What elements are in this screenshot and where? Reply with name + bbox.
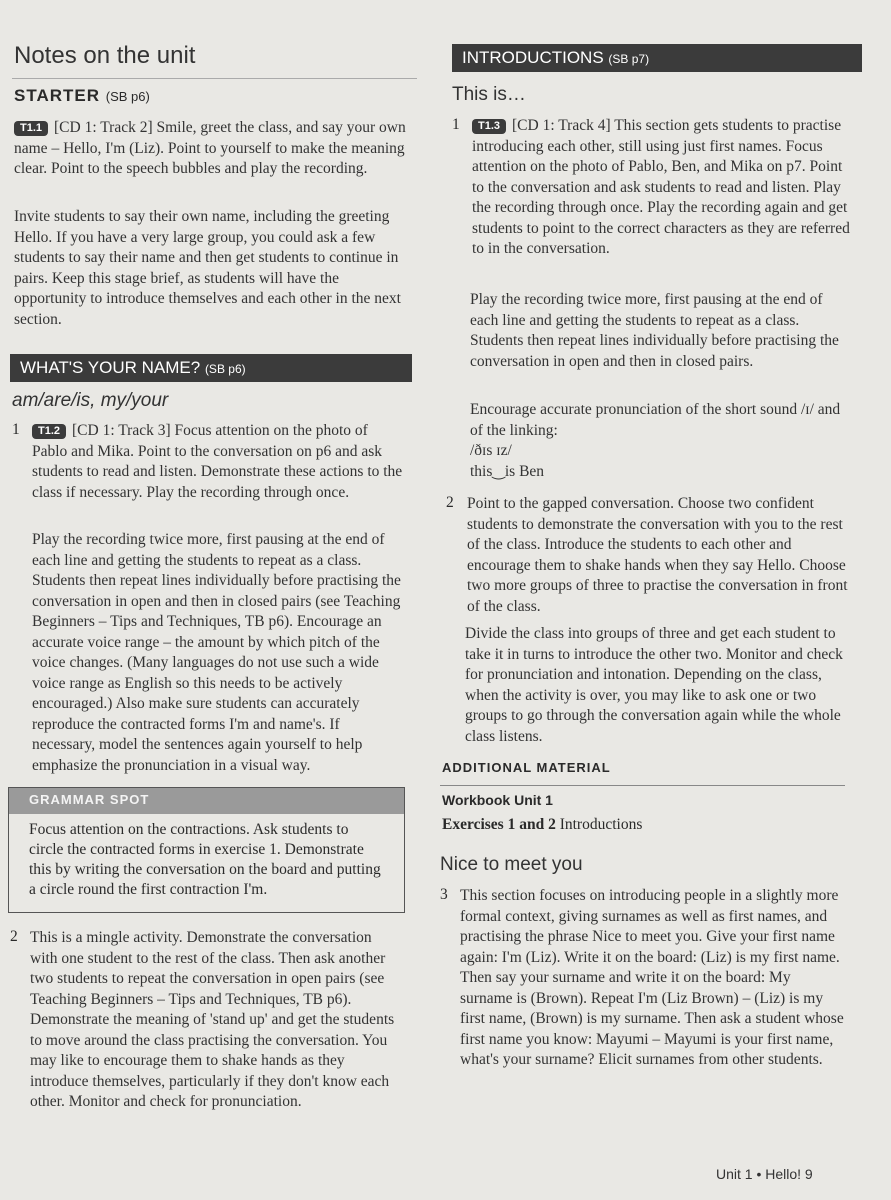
intro-bar-title: INTRODUCTIONS xyxy=(462,48,604,67)
starter-paragraph-1 xyxy=(14,118,406,180)
linking-example: this‿is Ben xyxy=(470,463,545,480)
intro-item1-paragraph-2: Play the recording twice more, first pausing at the end of each line and getting the students to repeat as a class. Students then repeat lines individually before practising the conversation in open and then in closed pairs. xyxy=(470,291,839,370)
grammar-subheading: am/are/is, my/your xyxy=(12,390,169,411)
starter-ref: (SB p6) xyxy=(105,89,150,104)
additional-divider xyxy=(440,785,845,786)
whats-bar-ref: (SB p6) xyxy=(204,362,246,376)
item-number: 2 xyxy=(446,494,454,511)
item-number: 2 xyxy=(10,928,18,945)
nice-item3-paragraph: This section focuses on introducing people in a slightly more formal context, giving surnames as well as first names, and practising the phrase Nice to meet you. Give your first name again: I'm (Liz). Write it on the board: (Liz) is my first name. Then say your surname and write it on the board: My surname is (Brown). Repeat I'm (Liz Brown) – (Liz) is my first name, (Brown) is my surname. Then ask a student whose first name you know: Mayumi – Mayumi is your first name, what's your surname? Elicit surnames from other students. xyxy=(460,887,844,1068)
intro-bar-ref: (SB p7) xyxy=(608,52,650,66)
item1-p1-text: [CD 1: Track 3] Focus attention on the photo of Pablo and Mika. Point to the conversation on p6 and ask students to read and listen. Demonstrate these actions to the class if necessary. Play the recording through once. xyxy=(32,422,403,501)
nice-to-meet-you-subheading: Nice to meet you xyxy=(440,854,583,875)
page-footer: Unit 1 • Hello! 9 xyxy=(716,1166,813,1182)
exercises-topic: Introductions xyxy=(559,816,643,833)
item1-paragraph-2: Play the recording twice more, first pausing at the end of each line and getting the students to repeat as a class. Students then repeat lines individually before practising the conversation in open and then in closed pairs (see Teaching Beginners – Tips and Techniques, TB p6). Encourage an accurate voice range – the amount by which pitch of the voice changes. (Many languages do not use such a wide voice range as English so this needs to be actively encouraged.) Also make sure students can accurately reproduce the contracted forms I'm and name's. If necessary, model the sentences again yourself to help emphasize the pronunciation in a visual way. xyxy=(32,531,401,774)
exercises-label: Exercises 1 and 2 xyxy=(442,816,556,833)
intro-item2-paragraph-1: Point to the gapped conversation. Choose two confident students to demonstrate the conversation with you to the rest of the class. Introduce the students to each other and encourage them to shake hands when they say Hello. Choose two more groups of three to practise the conversation in front of the class. xyxy=(467,495,848,615)
item-number: 1 xyxy=(12,421,20,438)
phonetic-transcription: /ðɪs ɪz/ xyxy=(470,442,512,459)
whats-your-name-bar xyxy=(10,354,412,382)
item-number: 1 xyxy=(452,116,460,133)
grammar-spot-box xyxy=(8,787,405,913)
item1-paragraph-1 xyxy=(32,421,404,503)
intro-item1-paragraph-3: Encourage accurate pronunciation of the short sound /ɪ/ and of the linking: xyxy=(470,401,841,439)
intro-item1-paragraph-1 xyxy=(472,116,856,260)
additional-material-heading: ADDITIONAL MATERIAL xyxy=(442,760,611,775)
starter-paragraph-2: Invite students to say their own name, including the greeting Hello. If you have a very large group, you could ask a few students to say their name and then get students to continue in pairs. Keep this stage brief, as students will have the opportunity to introduce themselves and each other in the next section. xyxy=(14,208,401,328)
intro-item2-paragraph-2: Divide the class into groups of three and get each student to take it in turns to introduce the other two. Monitor and check for pronunciation and intonation. Depending on the class, when the activity is over, you may like to ask one or two groups to go through the conversation again while the whole class listens. xyxy=(465,625,843,745)
grammar-spot-heading: GRAMMAR SPOT xyxy=(9,788,404,814)
workbook-label: Workbook Unit 1 xyxy=(442,792,553,808)
starter-p1-text: [CD 1: Track 2] Smile, greet the class, and say your own name – Hello, I'm (Liz). Point to yourself to make the meaning clear. Point to the speech bubbles and play the recording. xyxy=(14,119,406,177)
introductions-bar xyxy=(452,44,862,72)
item-number: 3 xyxy=(440,886,448,903)
this-is-subheading: This is… xyxy=(452,84,526,105)
intro-item1-p1-text: [CD 1: Track 4] This section gets students to practise introducing each other, still using just first names. Focus attention on the photo of Pablo, Ben, and Mika on p7. Point to the conversation and ask students to read and listen. Play the recording through once. Play the recording again and get students to point to the correct characters as they are referred to in the conversation. xyxy=(472,117,850,257)
unit-title: Notes on the unit xyxy=(14,42,196,69)
whats-bar-title: WHAT'S YOUR NAME? xyxy=(20,358,201,377)
grammar-spot-body: Focus attention on the contractions. Ask students to circle the contracted forms in exercise 1. Demonstrate this by writing the conversation on the board and putting a circle round the first contraction I'm. xyxy=(29,821,381,898)
item2-paragraph: This is a mingle activity. Demonstrate the conversation with one student to the rest of the class. Then ask another two students to repeat the conversation in open pairs (see Teaching Beginners – Tips and Techniques, TB p6). Demonstrate the meaning of 'stand up' and get the students to move around the class practising the conversation. You may like to encourage them to shake hands as they introduce themselves, particularly if they don't know each other. Monitor and check for pronunciation. xyxy=(30,929,395,1110)
track-tag: T1.2 xyxy=(32,424,66,439)
track-tag: T1.1 xyxy=(14,121,48,136)
track-tag: T1.3 xyxy=(472,119,506,134)
title-divider xyxy=(12,78,417,79)
exercises-line xyxy=(442,816,642,834)
starter-heading-text: STARTER xyxy=(14,86,101,105)
starter-heading xyxy=(14,86,150,106)
